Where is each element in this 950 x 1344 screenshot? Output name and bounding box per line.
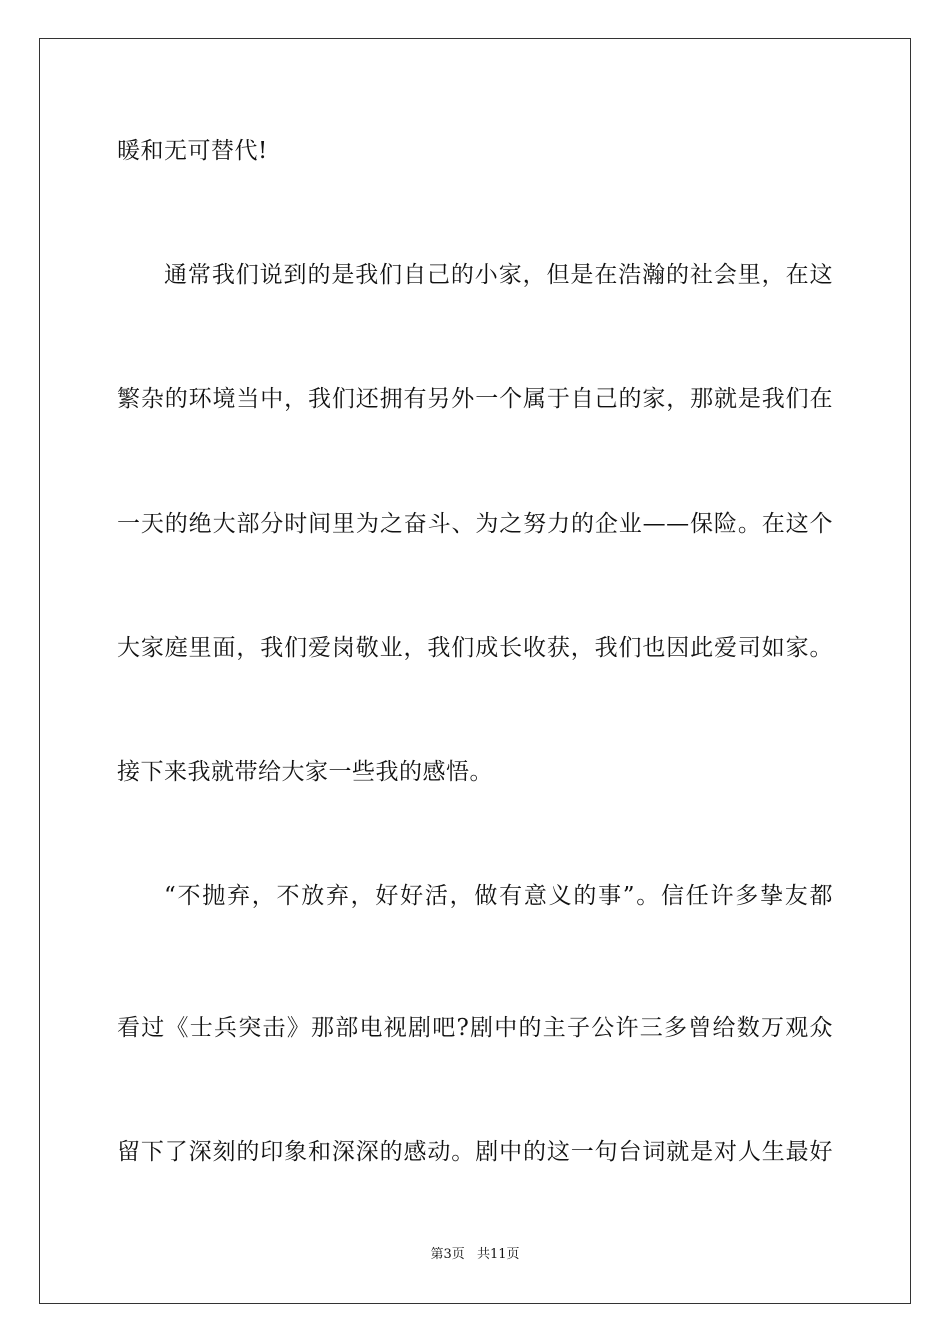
page-number: 第3页 — [430, 1247, 465, 1262]
text-line: 接下来我就带给大家一些我的感悟。 — [117, 759, 493, 785]
text-line: 通常我们说到的是我们自己的小家，但是在浩瀚的社会里，在这 — [164, 262, 833, 288]
page-total: 共11页 — [476, 1247, 520, 1262]
text-line: 留下了深刻的印象和深深的感动。剧中的这一句台词就是对人生最好 — [117, 1139, 833, 1165]
page-footer — [0, 1246, 950, 1264]
text-line: 看过《士兵突击》那部电视剧吧?剧中的主子公许三多曾给数万观众 — [117, 1015, 833, 1041]
text-line: 繁杂的环境当中，我们还拥有另外一个属于自己的家，那就是我们在 — [117, 386, 833, 412]
text-line: “不抛弃，不放弃，好好活，做有意义的事”。信任许多挚友都 — [164, 883, 833, 909]
text-line: 暖和无可替代! — [117, 138, 268, 164]
text-line: 大家庭里面，我们爱岗敬业，我们成长收获，我们也因此爱司如家。 — [117, 635, 833, 661]
page-border — [39, 38, 911, 1304]
text-line: 一天的绝大部分时间里为之奋斗、为之努力的企业——保险。在这个 — [117, 511, 833, 537]
